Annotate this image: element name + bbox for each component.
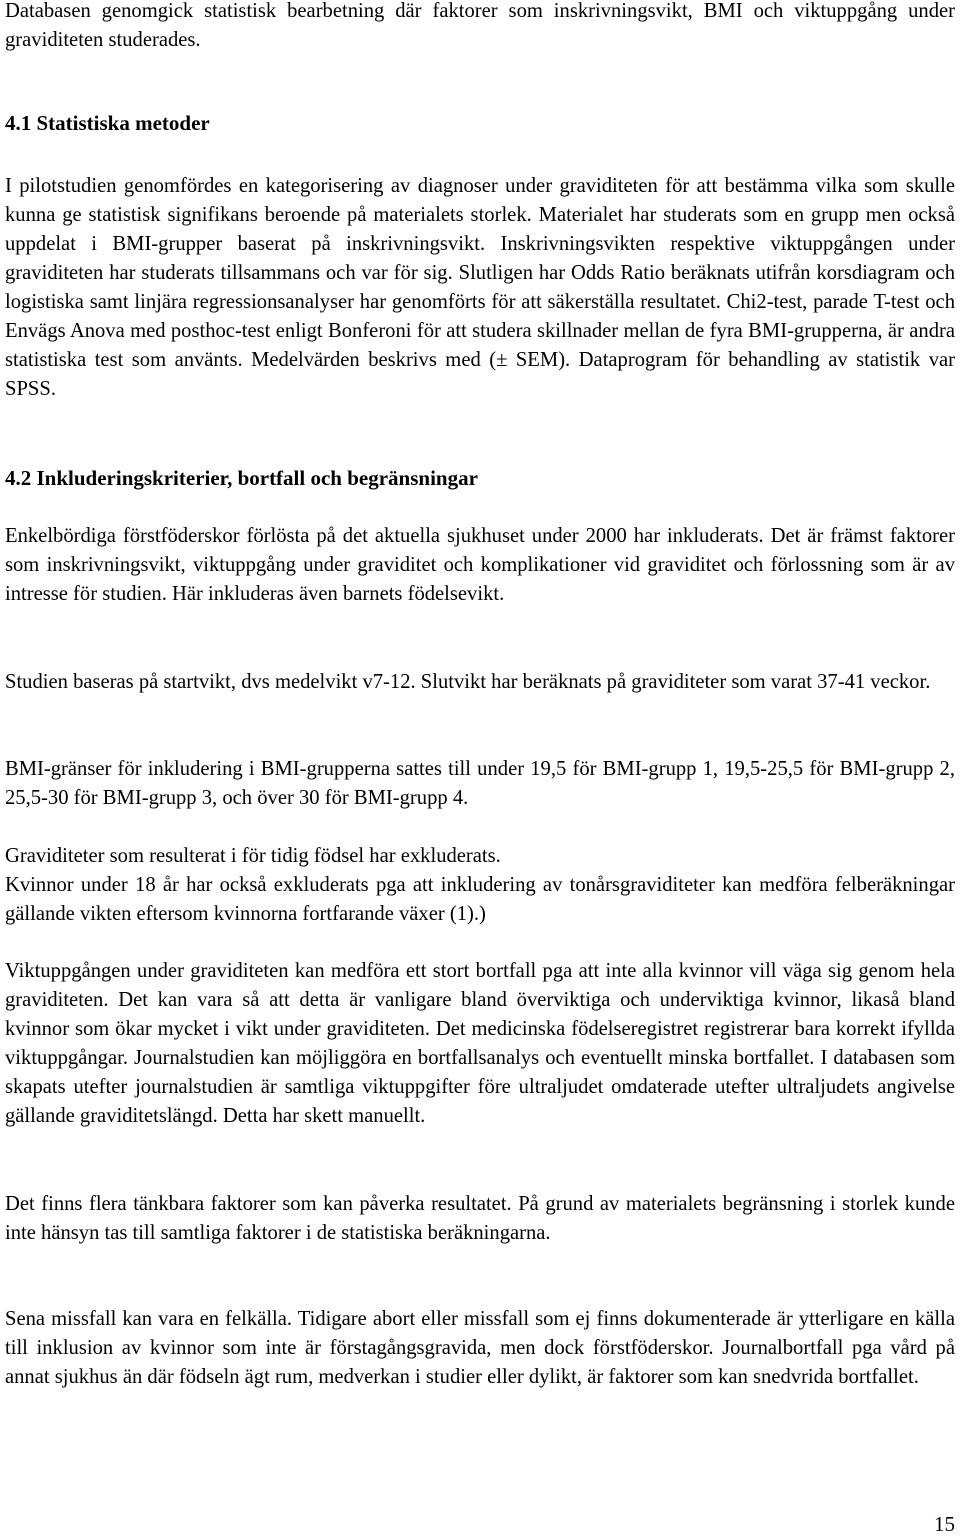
page-number: 15 [934,1512,955,1536]
exclusion-paragraph [5,842,955,929]
bmi-limits-paragraph: BMI-gränser för inkludering i BMI-grupperna sattes till under 19,5 för BMI-grupp 1, 19,5-25,5 för BMI-grupp 2, 25,5-30 för BMI-grupp 3, och över 30 för BMI-grupp 4. [5,758,955,809]
teen-exclusion-text: Kvinnor under 18 år har också exkluderats pga att inkludering av tonårsgraviditeter kan medföra felberäkningar gällande vikten eftersom kvinnorna fortfarande växer (1).) [5,874,955,925]
dropout-paragraph: Viktuppgången under graviditeten kan medföra ett stort bortfall pga att inte alla kvinnor vill väga sig genom hela graviditeten. Det kan vara så att detta är vanligare bland överviktiga och underviktiga kvinnor, likaså bland kvinnor som ökar mycket i vikt under graviditeten. Det medicinska födelseregistret registrerar bara korrekt ifyllda viktuppgångar. Journalstudien kan möjliggöra en bortfallsanalys och eventuellt minska bortfallet. I databasen som skapats utefter journalstudien är samtliga viktuppgifter före ultraljudet omdaterade utefter ultraljudets angivelse gällande graviditetslängd. Detta har skett manuellt. [5,960,955,1127]
section-heading-4-2: 4.2 Inkluderingskriterier, bortfall och begränsningar [5,466,478,490]
intro-paragraph: Databasen genomgick statistisk bearbetning där faktorer som inskrivningsvikt, BMI och viktuppgång under graviditeten studerades. [5,0,955,51]
inclusion-paragraph: Enkelbördiga förstföderskor förlösta på det aktuella sjukhuset under 2000 har inkluderats. Det är främst faktorer som inskrivningsvikt, viktuppgång under graviditet och komplikationer vid graviditet och förlossning som är av intresse för studien. Här inkluderas även barnets födelsevikt. [5,525,955,605]
miscarriage-paragraph: Sena missfall kan vara en felkälla. Tidigare abort eller missfall som ej finns dokumenterade är ytterligare en källa till inklusion av kvinnor som inte är förstagångsgravida, men dock förstföderskor. Journalbortfall pga vård på annat sjukhus än där födseln ägt rum, medverkan i studier eller dylikt, är faktorer som kan snedvrida bortfallet. [5,1308,955,1388]
factors-paragraph: Det finns flera tänkbara faktorer som kan påverka resultatet. På grund av materialets begränsning i storlek kunde inte hänsyn tas till samtliga faktorer i de statistiska beräkningarna. [5,1193,955,1244]
methods-paragraph: I pilotstudien genomfördes en kategorisering av diagnoser under graviditeten för att bestämma vilka som skulle kunna ge statistisk signifikans beroende på materialets storlek. Materialet har studerats som en grupp men också uppdelat i BMI-grupper baserat på inskrivningsvikt. Inskrivningsvikten respektive viktuppgången under graviditeten har studerats tillsammans och var för sig. Slutligen har Odds Ratio beräknats utifrån korsdiagram och logistiska samt linjära regressionsanalyser har genomförts för att säkerställa resultatet. Chi2-test, parade T-test och Envägs Anova med posthoc-test enligt Bonferoni för att studera skillnader mellan de fyra BMI-grupperna, är andra statistiska test som använts. Medelvärden beskrivs med (± SEM). Dataprogram för behandling av statistik var SPSS. [5,175,955,400]
start-weight-paragraph: Studien baseras på startvikt, dvs medelvikt v7-12. Slutvikt har beräknats på graviditeter som varat 37-41 veckor. [5,671,931,693]
section-heading-4-1: 4.1 Statistiska metoder [5,111,210,135]
preterm-exclusion-line: Graviditeter som resulterat i för tidig födsel har exkluderats. [5,845,501,867]
